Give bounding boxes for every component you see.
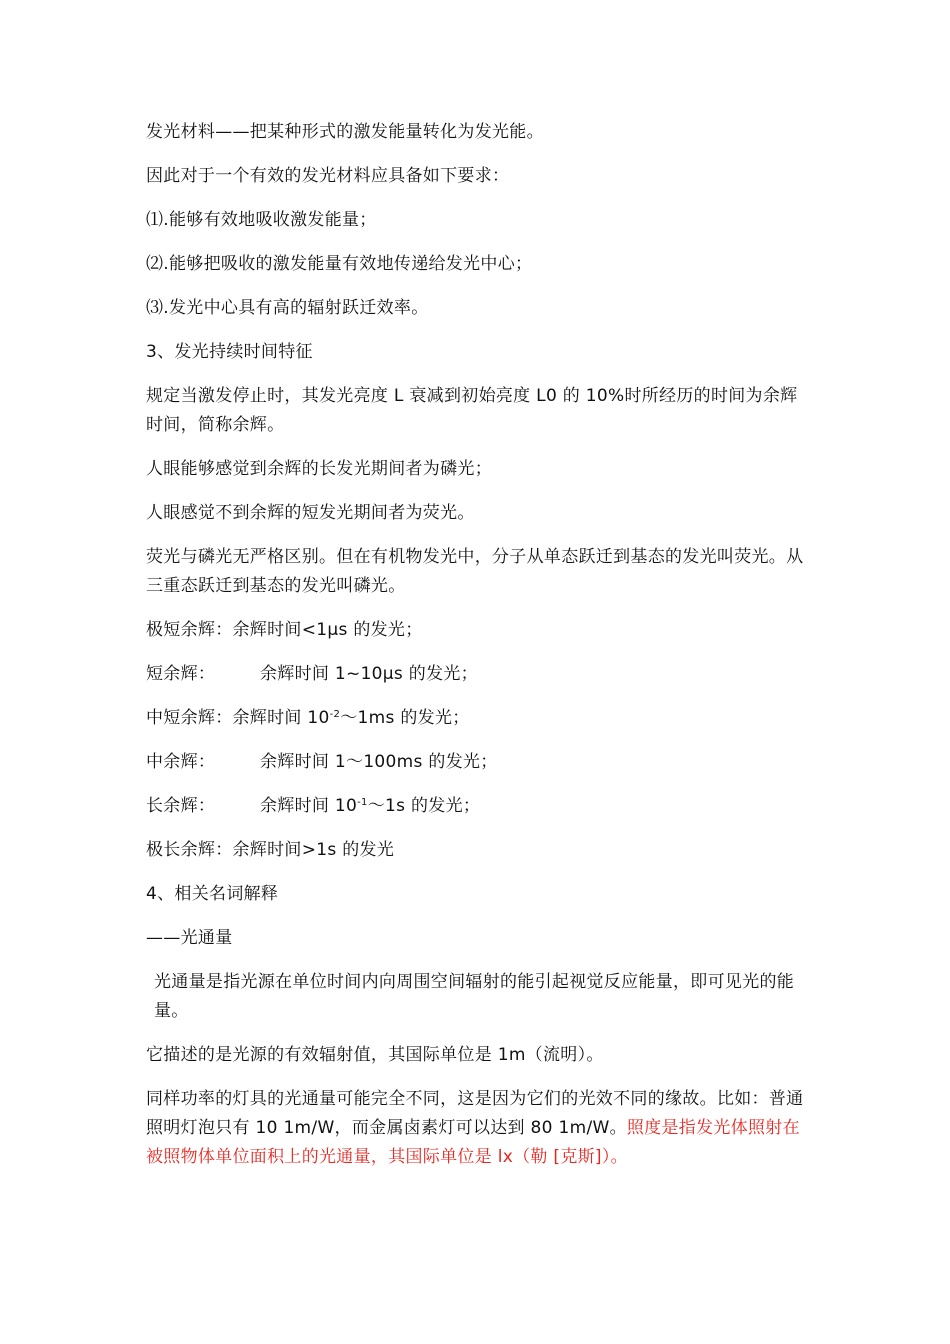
section-heading-4: 4、相关名词解释 — [146, 884, 279, 904]
paragraph-efficacy — [146, 1085, 810, 1172]
afterglow-row — [146, 748, 810, 777]
section-heading-3: 3、发光持续时间特征 — [146, 342, 313, 362]
afterglow-desc: 余辉时间>1s 的发光 — [232, 840, 395, 860]
afterglow-row — [146, 836, 810, 865]
afterglow-row — [146, 792, 810, 821]
afterglow-desc-part: 余辉时间 10 — [232, 708, 330, 728]
afterglow-term: 中短余辉： — [146, 708, 233, 728]
paragraph-requirements-intro: 因此对于一个有效的发光材料应具备如下要求： — [146, 166, 510, 186]
paragraph-afterglow-definition: 规定当激发停止时，其发光亮度 L 衰减到初始亮度 L0 的 10%时所经历的时间为余辉时间，简称余辉。 — [146, 386, 798, 435]
paragraph-unit: 它描述的是光源的有效辐射值，其国际单位是 1m（流明）。 — [146, 1045, 604, 1065]
afterglow-term: 短余辉： — [146, 664, 216, 684]
afterglow-term: 长余辉： — [146, 796, 216, 816]
paragraph-distinction: 荧光与磷光无严格区别。但在有机物发光中，分子从单态跃迁到基态的发光叫荧光。从三重态跃迁到基态的发光叫磷光。 — [146, 547, 804, 596]
document-page — [146, 118, 810, 1187]
afterglow-row — [146, 660, 810, 689]
afterglow-desc-part: ～1ms 的发光； — [340, 708, 470, 728]
list-item-1: ⑴.能够有效地吸收激发能量； — [146, 210, 377, 230]
list-item-2: ⑵.能够把吸收的激发能量有效地传递给发光中心； — [146, 254, 533, 274]
efficacy-text: 同样功率的灯具的光通量可能完全不同，这是因为它们的光效不同的缘故。比如：普通照明灯泡只有 10 1m/W，而金属卤素灯可以达到 80 1m/W。 — [146, 1089, 804, 1138]
subheading-luminous-flux: ——光通量 — [146, 928, 233, 948]
afterglow-term: 极长余辉： — [146, 840, 233, 860]
afterglow-desc — [260, 792, 480, 821]
paragraph-fluorescence: 人眼感觉不到余辉的短发光期间者为荧光。 — [146, 503, 475, 523]
afterglow-exponent: -1 — [357, 797, 368, 808]
afterglow-term: 极短余辉： — [146, 620, 233, 640]
afterglow-desc-part: ～1s 的发光； — [367, 796, 481, 816]
afterglow-desc: 余辉时间 1～100ms 的发光； — [260, 752, 498, 772]
afterglow-term: 中余辉： — [146, 752, 216, 772]
paragraph-phosphorescence: 人眼能够感觉到余辉的长发光期间者为磷光； — [146, 459, 492, 479]
paragraph-luminous-flux: 光通量是指光源在单位时间内向周围空间辐射的能引起视觉反应能量，即可见光的能量。 — [154, 972, 795, 1021]
paragraph-definition: 发光材料——把某种形式的激发能量转化为发光能。 — [146, 122, 544, 142]
afterglow-desc-part: 余辉时间 10 — [260, 796, 358, 816]
afterglow-desc: 余辉时间 1~10μs 的发光； — [260, 664, 478, 684]
list-item-3: ⑶.发光中心具有高的辐射跃迁效率。 — [146, 298, 429, 318]
afterglow-row — [146, 616, 810, 645]
afterglow-row — [146, 704, 810, 733]
afterglow-desc — [233, 704, 470, 733]
illuminance-highlight: 照度是指发光体照射在被照物体单位面积上的光通量，其国际单位是 lx（勒 [克斯]）。 — [146, 1118, 800, 1167]
afterglow-desc: 余辉时间<1μs 的发光； — [232, 620, 423, 640]
afterglow-exponent: -2 — [329, 709, 341, 720]
